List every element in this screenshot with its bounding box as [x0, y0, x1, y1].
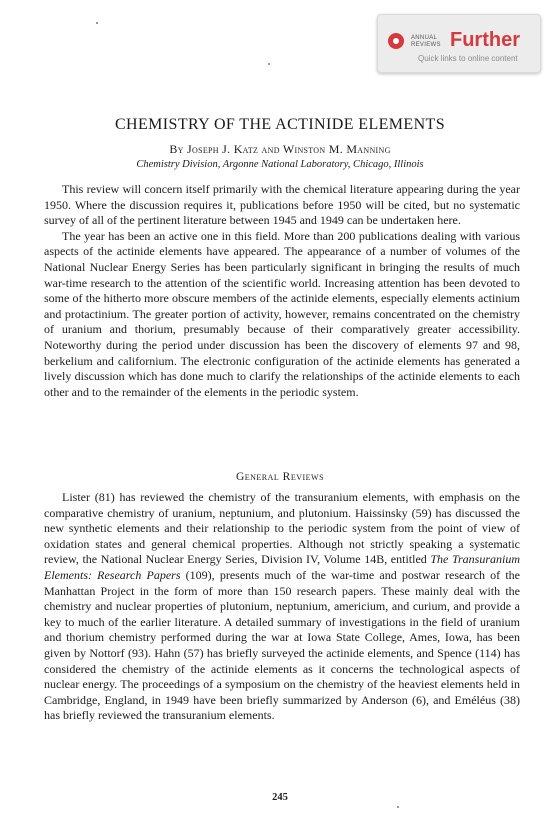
- further-subtitle: Quick links to online content: [418, 54, 518, 63]
- section-heading-general-reviews: General Reviews: [235, 471, 325, 483]
- reviews-label: REVIEWS: [411, 42, 441, 48]
- scan-speck: [397, 806, 399, 808]
- article-authors: By Joseph J. Katz and Winston M. Manning: [169, 142, 391, 156]
- general-reviews-section: [44, 490, 520, 724]
- intro-paragraph: This review will concern itself primarily with the chemical literature appearing during the year 1950. Where the discussion requires it, publications before 1950 will be cited, but no systematic survey of all of the pertinent literature between 1945 and 1949 can be undertaken here.: [44, 182, 520, 228]
- intro-section: [44, 182, 520, 400]
- annual-reviews-logo-icon: [388, 33, 404, 49]
- general-reviews-text-1: Lister (81) has reviewed the chemistry of the transuranium elements, with emphasis on the comparative chemistry of uranium, neptunium, and plutonium. Haissinsky (59) has discussed the new synthetic elements and their relationship to the periodic system from the point of view of oxidation states and general chemical properties. Although not strictly speaking a systematic review, the National Nuclear Energy Series, Division IV, Volume 14B, entitled: [44, 490, 520, 567]
- general-reviews-text-2: (109), presents much of the war-time and postwar research of the Manhattan Project in the form of more than 150 research papers. These mainly deal with the chemistry and nuclear properties of plutonium, neptunium, americium, and curium, and provide a key to much of the earlier literature. A detailed summary of investigations in the field of uranium and thorium chemistry performed during the war at Iowa State College, Ames, Iowa, has been given by Nottorf (93). Hahn (57) has briefly surveyed the actinide elements, and Spence (114) has considered the chemistry of the actinide elements as it concerns the technological aspects of nuclear energy. The proceedings of a symposium on the chemistry of the heaviest elements held in Cambridge, England, in 1949 have been briefly summarized by Anderson (6), and Eméléus (38) has briefly reviewed the transuranium elements.: [44, 567, 520, 723]
- article-title: CHEMISTRY OF THE ACTINIDE ELEMENTS: [114, 116, 446, 133]
- page-number: 245: [272, 792, 288, 803]
- scan-speck: [268, 63, 270, 65]
- further-banner[interactable]: [377, 14, 541, 73]
- general-reviews-paragraph: [44, 490, 520, 724]
- further-label: Further: [450, 29, 520, 51]
- annual-label: ANNUAL: [411, 35, 438, 41]
- scan-speck: [96, 22, 98, 24]
- article-affiliation: Chemistry Division, Argonne National Laboratory, Chicago, Illinois: [136, 159, 424, 170]
- cited-volume-title: The Transuranium Elements: Research Papers: [44, 552, 520, 582]
- intro-paragraph: The year has been an active one in this field. More than 200 publications dealing with various aspects of the actinide elements have appeared. The appearance of a number of volumes of the National Nuclear Energy Series has been particularly significant in bringing the results of much war-time research to the attention of the scientific world. Increasing attention has been devoted to some of the hitherto more obscure members of the actinide elements, especially elements actinium and protactinium. The greater portion of activity, however, remains concentrated on the chemistry of uranium and thorium, presumably because of their comparatively greater accessibility. Noteworthy during the period under discussion has been the discovery of elements 97 and 98, berkelium and californium. The electronic configuration of the actinide elements has generated a lively discussion which has done much to clarify the relationships of the actinide elements to each other and to the remainder of the elements in the periodic system.: [44, 228, 520, 399]
- annual-reviews-wordmark: [411, 35, 441, 49]
